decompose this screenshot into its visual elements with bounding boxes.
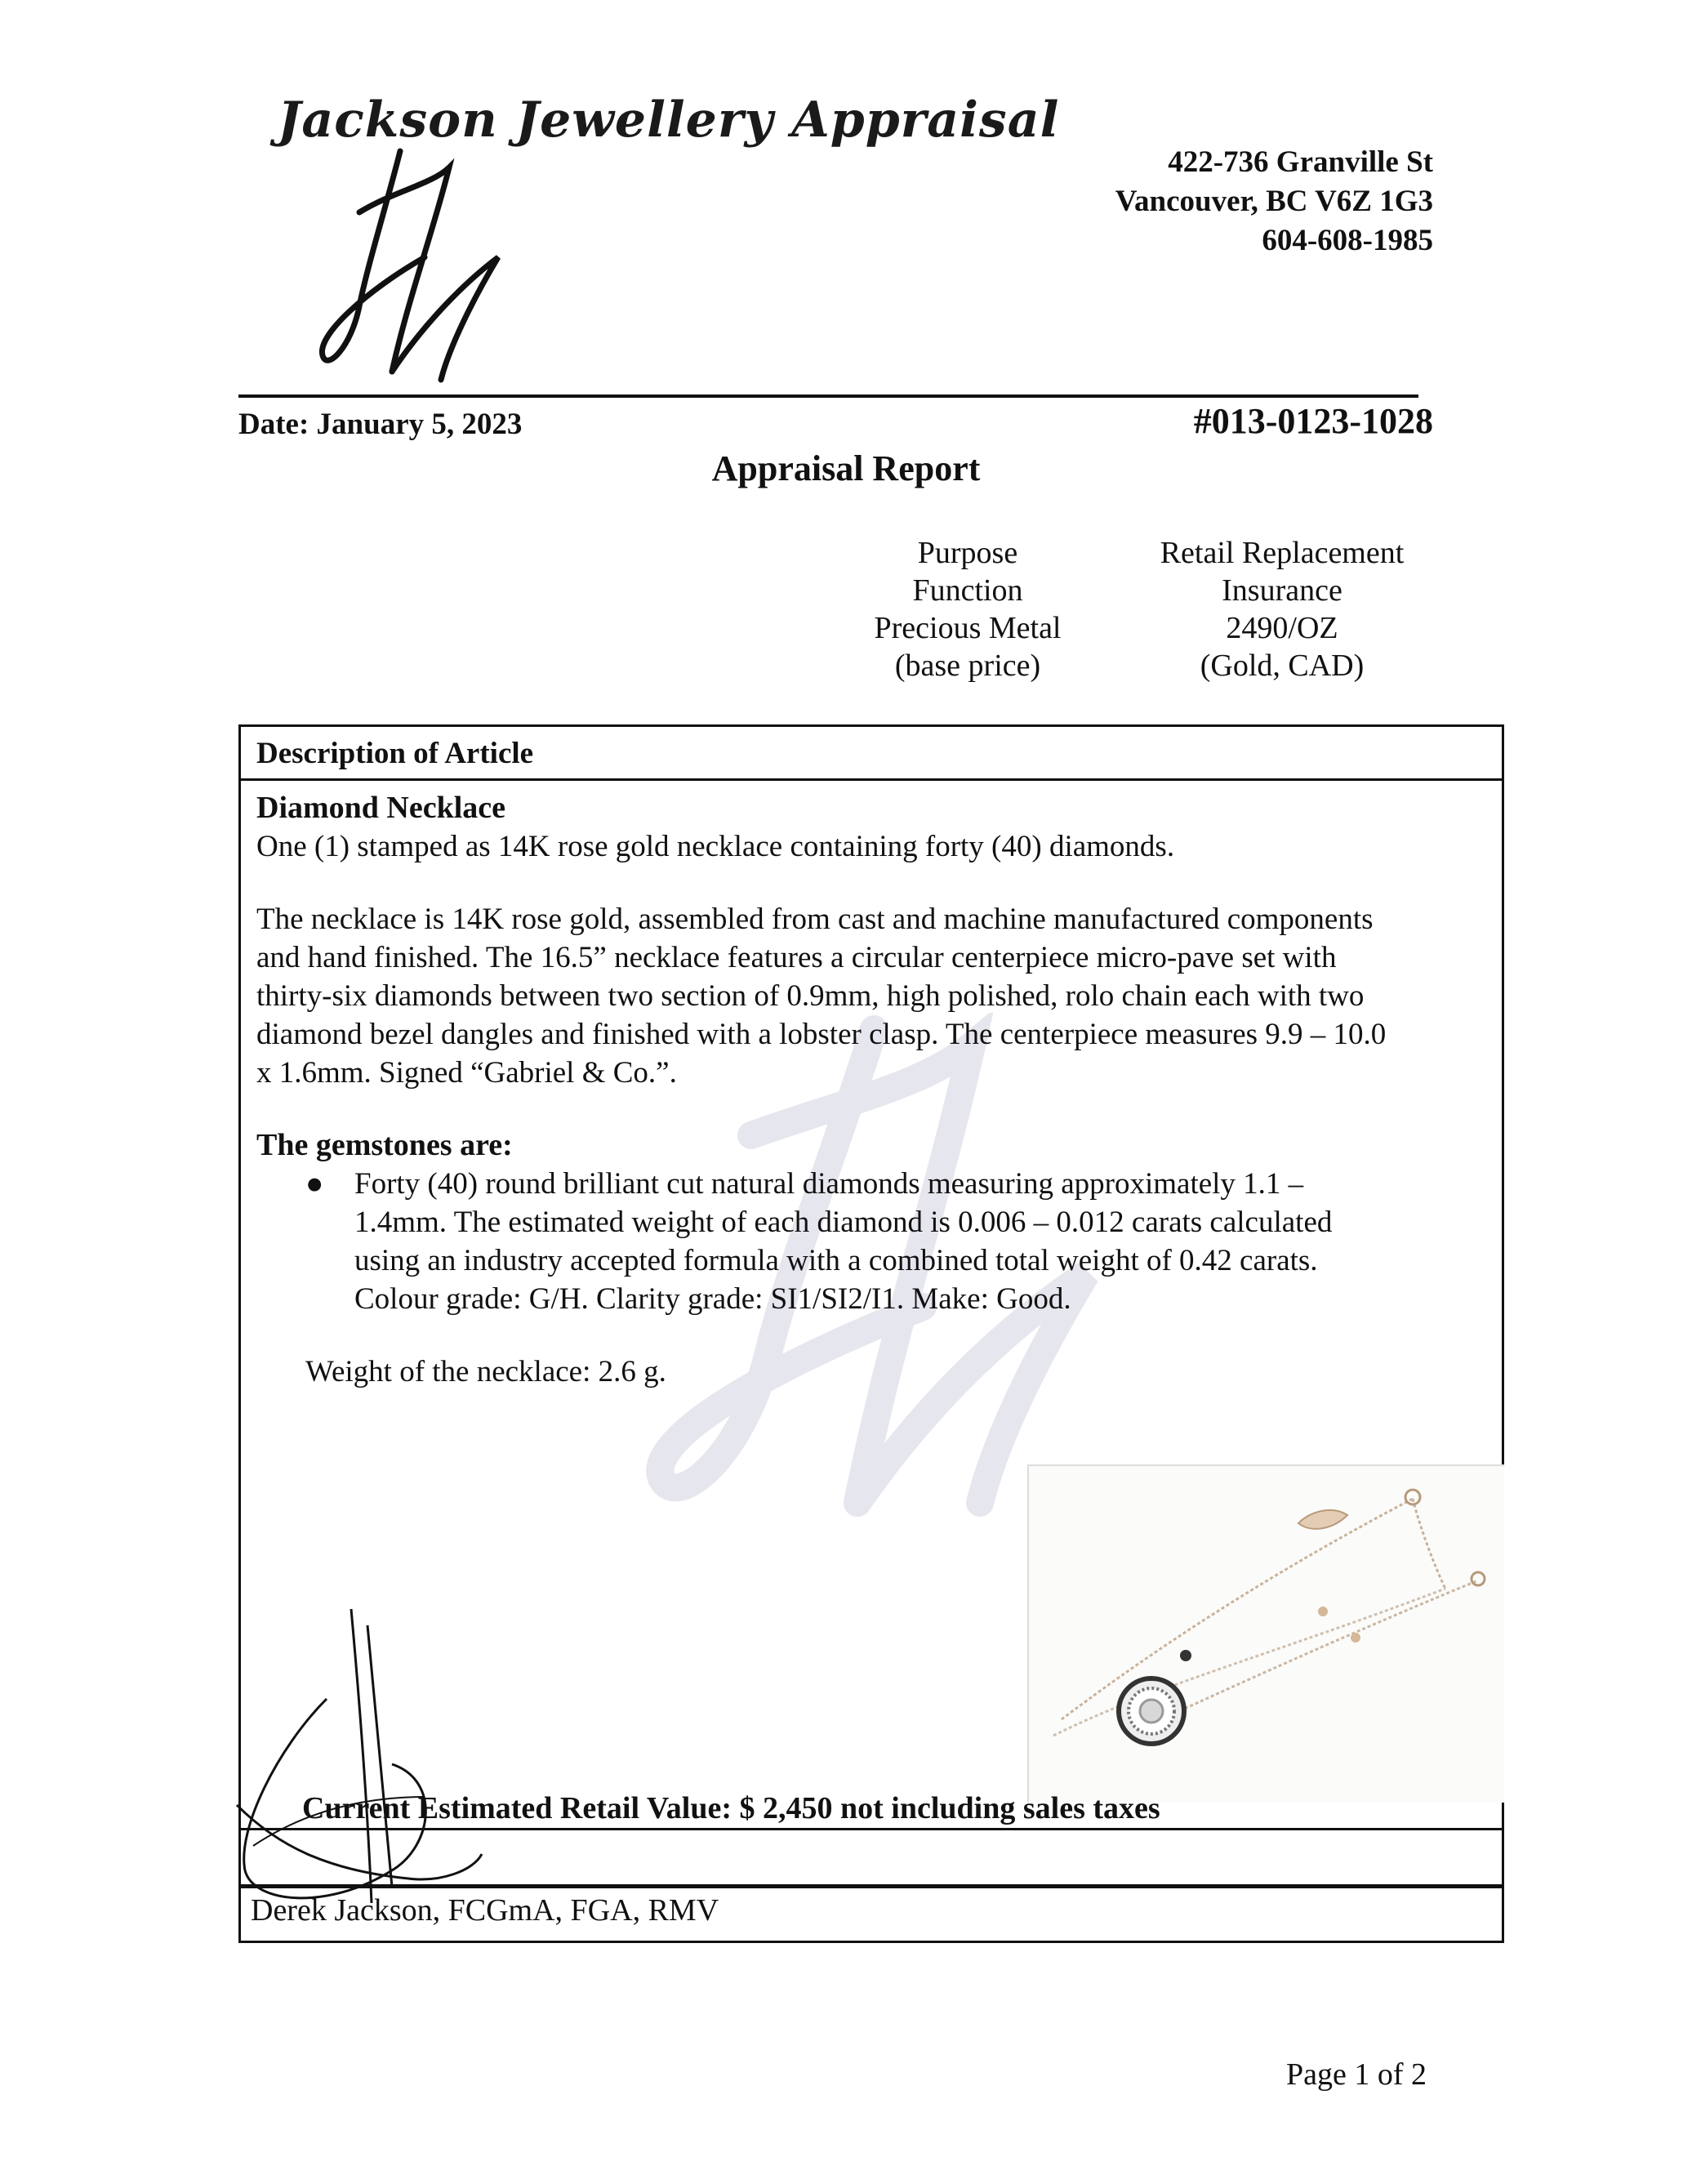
meta-labels [849,534,1086,684]
meta-label-base-price: (base price) [894,649,1041,683]
phone-number: 604-608-1985 [1262,224,1433,257]
necklace-weight: Weight of the necklace: 2.6 g. [305,1355,666,1388]
description-header [238,724,1504,781]
handwritten-signature [229,1601,490,1911]
bullet-icon: ● [305,1167,324,1201]
meta-label-function: Function [912,573,1023,608]
report-title: Appraisal Report [711,448,981,488]
meta-value-purpose: Retail Replacement [1160,536,1405,570]
company-name: Jackson Jewellery Appraisal [278,91,1060,149]
appraiser-name: Derek Jackson, FCGmA, FGA, RMV [251,1893,719,1928]
item-title: Diamond Necklace [256,791,506,825]
gemstone-line: Colour grade: G/H. Clarity grade: SI1/SI2/I1. Make: Good. [354,1282,1071,1316]
gemstone-list-item [256,1165,1485,1318]
description-line: thirty-six diamonds between two section of 0.9mm, high polished, rolo chain each with two [256,979,1365,1013]
meta-values [1119,534,1445,684]
description-line: The necklace is 14K rose gold, assembled from cast and machine manufactured components [256,903,1374,936]
page-number: Page 1 of 2 [1285,2057,1427,2092]
description-line: diamond bezel dangles and finished with a lobster clasp. The centerpiece measures 9.9 – 10.0 [256,1018,1387,1051]
header-divider [238,394,1418,398]
meta-label-precious-metal: Precious Metal [874,611,1062,645]
report-number: #013-0123-1028 [1193,401,1433,441]
gemstones-heading: The gemstones are: [256,1128,513,1162]
article-content [256,789,1485,1391]
meta-value-function: Insurance [1222,573,1342,608]
jh-monogram-logo [310,135,523,388]
meta-label-purpose: Purpose [917,536,1018,570]
gemstone-line: 1.4mm. The estimated weight of each diamond is 0.006 – 0.012 carats calculated [354,1206,1333,1239]
necklace-photo [1027,1464,1504,1803]
address-line-2: Vancouver, BC V6Z 1G3 [1115,185,1433,218]
item-summary: One (1) stamped as 14K rose gold necklace containing forty (40) diamonds. [256,830,1175,863]
meta-value-precious-metal: 2490/OZ [1226,611,1338,645]
report-date: Date: January 5, 2023 [238,408,523,441]
estimated-retail-value: Current Estimated Retail Value: $ 2,450 not including sales taxes [302,1791,1160,1825]
gemstone-line: using an industry accepted formula with a combined total weight of 0.42 carats. [354,1244,1318,1277]
meta-value-base-price: (Gold, CAD) [1200,649,1365,683]
gemstone-line: Forty (40) round brilliant cut natural diamonds measuring approximately 1.1 – [354,1167,1304,1201]
company-address [1115,143,1433,261]
description-line: x 1.6mm. Signed “Gabriel & Co.”. [256,1056,677,1090]
description-line: and hand finished. The 16.5” necklace features a circular centerpiece micro-pave set with [256,941,1337,974]
description-heading: Description of Article [256,737,534,770]
address-line-1: 422-736 Granville St [1168,145,1433,179]
